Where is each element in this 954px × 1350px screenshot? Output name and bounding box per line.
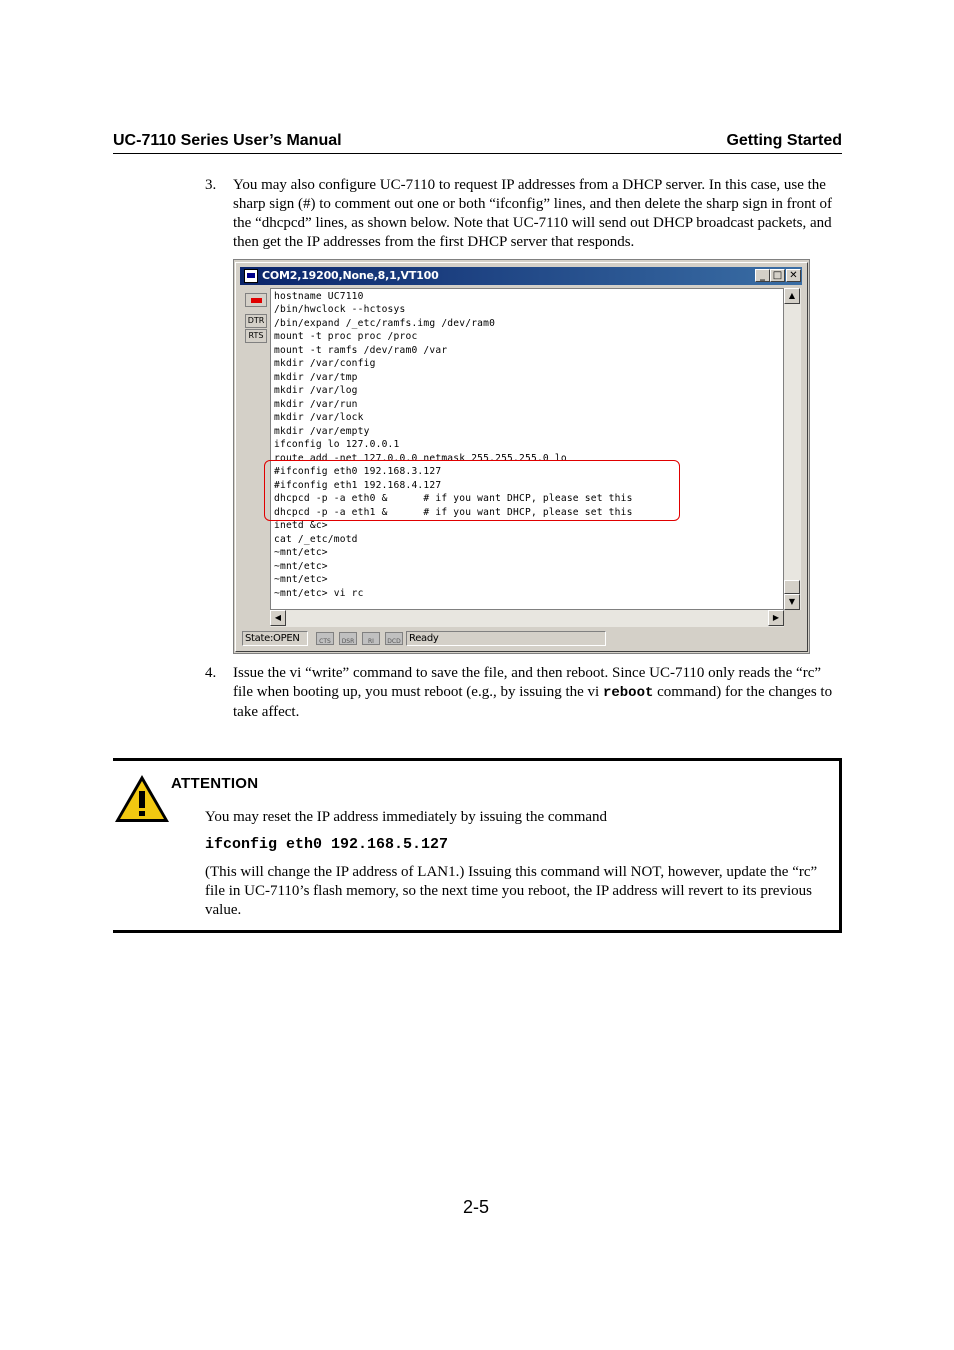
terminal-line: ~mnt/etc> vi rc: [274, 588, 364, 599]
terminal-line: cat /_etc/motd: [274, 534, 358, 545]
vertical-scrollbar[interactable]: [784, 288, 801, 610]
scroll-thumb[interactable]: [784, 580, 800, 594]
attention-text: You may reset the IP address immediately by issuing the command: [205, 809, 608, 825]
terminal-line: mkdir /var/lock: [274, 412, 364, 423]
terminal-app-icon: [244, 269, 258, 283]
attention-title: ATTENTION: [171, 775, 259, 792]
terminal-line: /bin/hwclock --hctosys: [274, 304, 406, 315]
terminal-title: COM2,19200,None,8,1,VT100: [262, 269, 439, 282]
terminal-line: dhcpcd -p -a eth1 & # if you want DHCP, please set this: [274, 507, 633, 518]
step-text-before: Issue the vi “write” command to save the file, and then reboot. Since UC-7110 only reads the “rc” file when booting up, you must reboot (e.g., by issuing the vi: [233, 665, 822, 700]
status-bar: [240, 629, 804, 649]
reboot-command: reboot: [602, 685, 654, 701]
terminal-line: mkdir /var/config: [274, 358, 376, 369]
terminal-line: mkdir /var/run: [274, 399, 358, 410]
page-header: [113, 131, 842, 154]
warning-icon: [113, 773, 171, 824]
scroll-left-arrow-icon[interactable]: ◀: [270, 610, 286, 626]
step-text: [233, 664, 839, 722]
terminal-line: mkdir /var/log: [274, 385, 358, 396]
dcd-indicator: DCD: [385, 632, 403, 645]
terminal-titlebar: [240, 267, 802, 285]
cts-indicator: CTS: [316, 632, 334, 645]
connection-state: State:OPEN: [242, 631, 308, 646]
terminal-line: #ifconfig eth1 192.168.4.127: [274, 480, 442, 491]
attention-note: (This will change the IP address of LAN1.) Issuing this command will NOT, however, update the “rc” file in UC-7110’s flash memory, so the next time you reboot, the IP address will revert to its previous value.: [205, 864, 818, 918]
close-button[interactable]: ✕: [786, 269, 801, 282]
manual-title: UC-7110 Series User’s Manual: [113, 132, 342, 149]
step-number: 3.: [205, 177, 217, 193]
dsr-indicator: DSR: [339, 632, 357, 645]
dtr-indicator[interactable]: DTR: [245, 314, 267, 328]
rts-indicator[interactable]: RTS: [245, 329, 267, 343]
scroll-right-arrow-icon[interactable]: ▶: [768, 610, 784, 626]
status-spacer: [608, 631, 788, 646]
terminal-line: inetd &c>: [274, 520, 328, 531]
attention-command: ifconfig eth0 192.168.5.127: [205, 836, 449, 853]
terminal-line: mkdir /var/empty: [274, 426, 370, 437]
terminal-line: mkdir /var/tmp: [274, 372, 358, 383]
chapter-title: Getting Started: [726, 132, 842, 149]
terminal-line: mount -t ramfs /dev/ram0 /var: [274, 345, 448, 356]
ri-indicator: RI: [362, 632, 380, 645]
terminal-line: ~mnt/etc>: [274, 574, 328, 585]
terminal-line: hostname UC7110: [274, 291, 364, 302]
highlight-box: [264, 460, 680, 521]
terminal-output[interactable]: [270, 288, 784, 610]
maximize-button[interactable]: □: [770, 269, 785, 282]
minimize-button[interactable]: _: [755, 269, 770, 282]
status-message: Ready: [406, 631, 606, 646]
page-number: 2-5: [463, 1197, 490, 1217]
step-number: 4.: [205, 665, 217, 681]
terminal-line: ~mnt/etc>: [274, 561, 328, 572]
step-text-after: command) for the changes to take affect.: [233, 684, 833, 720]
scroll-down-arrow-icon[interactable]: ▼: [784, 594, 800, 610]
connection-indicator-icon: [245, 293, 267, 307]
terminal-line: mount -t proc proc /proc: [274, 331, 418, 342]
terminal-line: route add -net 127.0.0.0 netmask 255.255.255.0 lo: [274, 453, 567, 464]
terminal-line: /bin/expand /_etc/ramfs.img /dev/ram0: [274, 318, 496, 329]
scroll-up-arrow-icon[interactable]: ▲: [784, 288, 800, 304]
terminal-line: ~mnt/etc>: [274, 547, 328, 558]
terminal-line: #ifconfig eth0 192.168.3.127: [274, 466, 442, 477]
step-text: You may also configure UC-7110 to request IP addresses from a DHCP server. In this case, use the sharp sign (#) to comment out one or both “ifconfig” lines, and then delete the sharp sign in front of the “dhcpcd” lines, as shown below. Note that UC-7110 will send out DHCP broadcast packets, and then get the IP addresses from the first DHCP server that responds.: [233, 177, 833, 250]
horizontal-scrollbar[interactable]: [270, 610, 784, 627]
terminal-line: ifconfig lo 127.0.0.1: [274, 439, 400, 450]
terminal-line: dhcpcd -p -a eth0 & # if you want DHCP, please set this: [274, 493, 633, 504]
